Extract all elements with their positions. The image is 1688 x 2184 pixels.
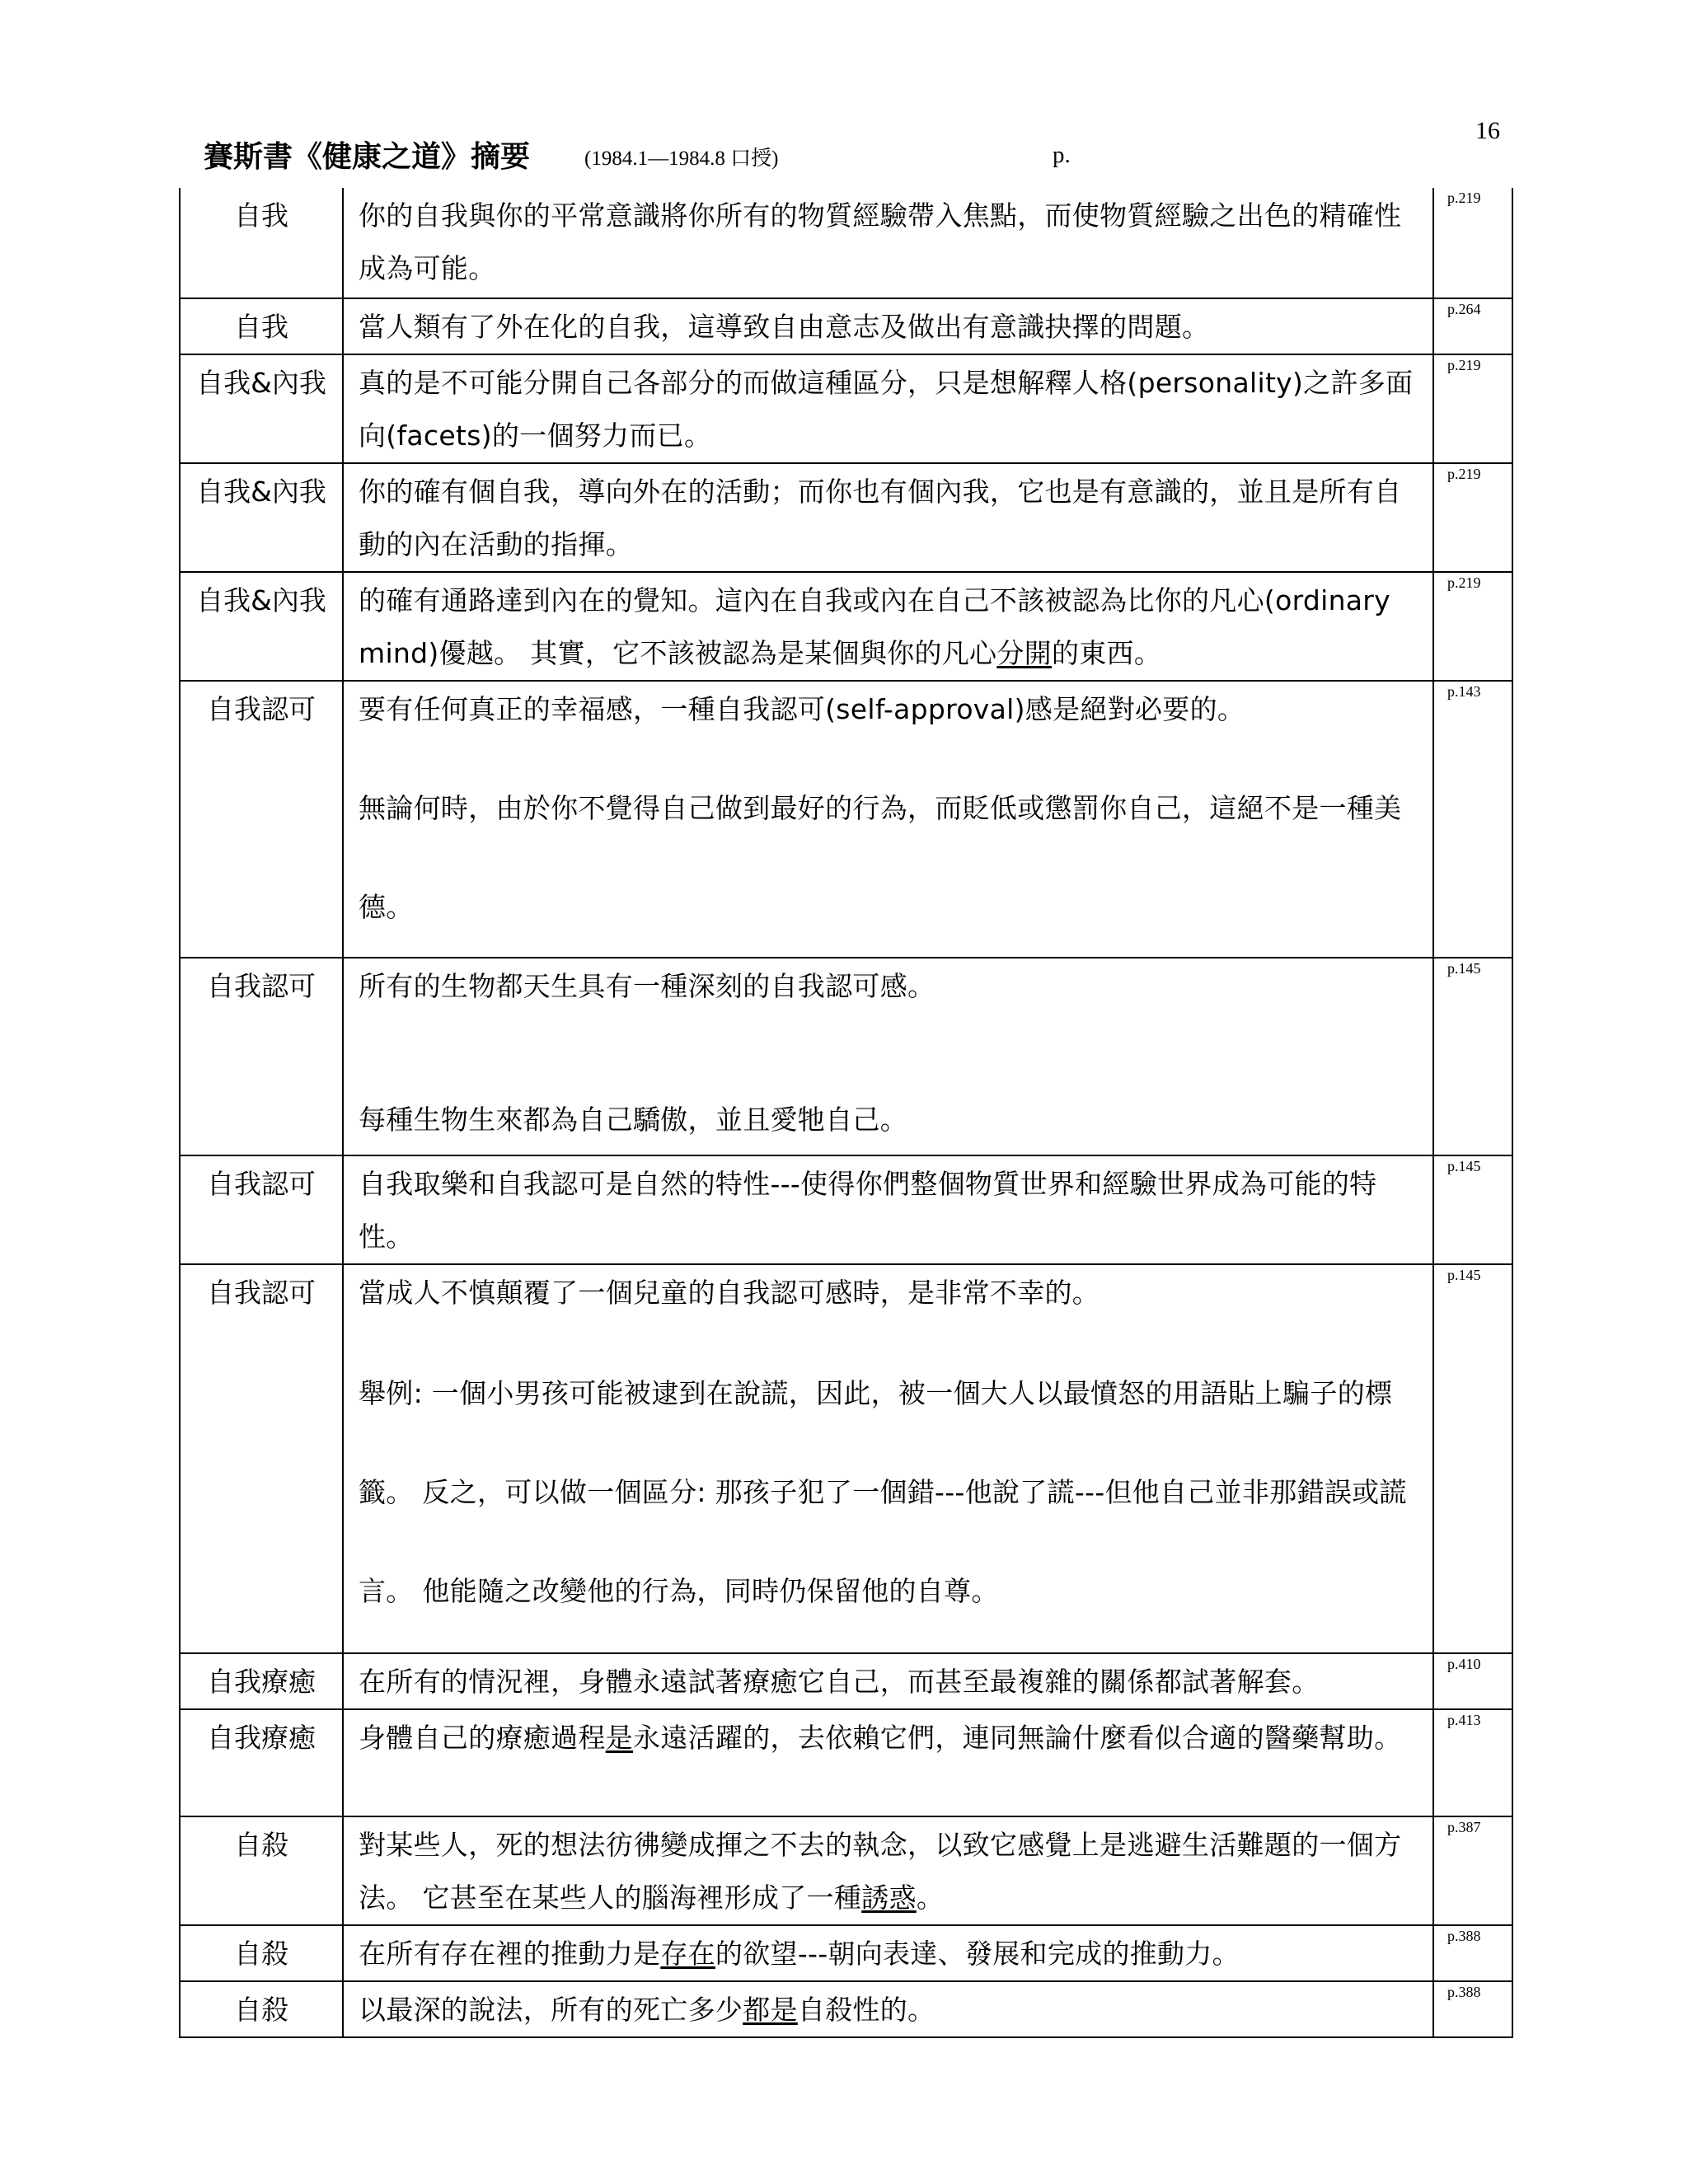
page-ref: p.143 xyxy=(1447,683,1481,700)
entry-text: 當成人不慎顛覆了一個兒童的自我認可感時，是非常不幸的。 xyxy=(359,1277,1100,1309)
entry-text: 無論何時，由於你不覺得自己做到最好的行為，而貶低或懲罰你自己，這絕不是一種美德。 xyxy=(359,792,1402,923)
text-cell xyxy=(343,463,1433,572)
text-cell xyxy=(343,1816,1433,1925)
entry-text-segment: 在所有存在裡的推動力是 xyxy=(359,1938,661,1970)
text-cell xyxy=(343,572,1433,681)
entry-text: 你的自我與你的平常意識將你所有的物質經驗帶入焦點，而使物質經驗之出色的精確性成為可能。 xyxy=(359,199,1402,284)
table-row xyxy=(180,1264,1512,1653)
dictation-date-range: (1984.1—1984.8 口授) xyxy=(584,148,779,170)
topic-label: 自我&內我 xyxy=(196,367,326,399)
page-ref: p.219 xyxy=(1447,466,1481,482)
page-ref-cell xyxy=(1433,1816,1512,1925)
topic-cell xyxy=(180,463,343,572)
topic-label: 自我認可 xyxy=(207,1168,316,1200)
topic-cell xyxy=(180,1155,343,1264)
table-row xyxy=(180,681,1512,958)
text-cell xyxy=(343,1709,1433,1816)
entry-text: 舉例: 一個小男孩可能被逮到在說謊，因此，被一個大人以最憤怒的用語貼上騙子的標籤。 反之，可以做一個區分: 那孩子犯了一個錯---他說了謊---但他自己並非那錯誤或謊言。 他能隨之改變他的行為，同時仍保留他的自尊。 xyxy=(359,1377,1407,1607)
page-ref: p.145 xyxy=(1447,1158,1481,1174)
table-row xyxy=(180,958,1512,1155)
table-row xyxy=(180,298,1512,354)
topic-label: 自我認可 xyxy=(207,1277,316,1309)
topic-cell xyxy=(180,958,343,1155)
page-ref-cell xyxy=(1433,681,1512,958)
page-ref: p.219 xyxy=(1447,574,1481,591)
text-cell xyxy=(343,958,1433,1155)
table-row xyxy=(180,188,1512,298)
topic-label: 自我療癒 xyxy=(207,1666,316,1698)
text-cell xyxy=(343,188,1433,298)
topic-cell xyxy=(180,1653,343,1709)
page-ref-cell xyxy=(1433,1981,1512,2037)
text-cell xyxy=(343,681,1433,958)
entry-text: 真的是不可能分開自己各部分的而做這種區分，只是想解釋人格(personality)之許多面向(facets)的一個努力而已。 xyxy=(359,367,1414,452)
page-ref-cell xyxy=(1433,1653,1512,1709)
entry-text-segment: 的東西。 xyxy=(1051,637,1162,669)
entry-text: 在所有的情況裡，身體永遠試著療癒它自己，而甚至最複雜的關係都試著解套。 xyxy=(359,1666,1320,1698)
topic-label: 自我療癒 xyxy=(207,1722,316,1754)
underlined-term: 分開 xyxy=(996,637,1052,669)
entry-text xyxy=(344,1926,1432,1980)
page-ref: p.388 xyxy=(1447,1928,1481,1944)
underlined-term: 是 xyxy=(605,1722,634,1754)
topic-cell xyxy=(180,572,343,681)
entry-text-segment: 。 xyxy=(916,1882,945,1914)
topic-cell xyxy=(180,1816,343,1925)
topic-cell xyxy=(180,1264,343,1653)
text-cell xyxy=(343,1653,1433,1709)
page-ref-cell xyxy=(1433,298,1512,354)
entry-text: 要有任何真正的幸福感，一種自我認可(self-approval)感是絕對必要的。 xyxy=(359,693,1245,725)
topic-cell xyxy=(180,354,343,463)
page-ref: p.219 xyxy=(1447,357,1481,373)
text-cell xyxy=(343,1264,1433,1653)
topic-cell xyxy=(180,1981,343,2037)
topic-label: 自殺 xyxy=(234,1938,288,1970)
text-cell xyxy=(343,1981,1433,2037)
topic-cell xyxy=(180,188,343,298)
entry-text-segment: 身體自己的療癒過程 xyxy=(359,1722,606,1754)
entry-text-segment: 永遠活躍的，去依賴它們，連同無論什麼看似合適的醫藥幫助。 xyxy=(633,1722,1402,1754)
table-row xyxy=(180,1709,1512,1816)
table-row xyxy=(180,572,1512,681)
table-row xyxy=(180,1155,1512,1264)
entry-text: 你的確有個自我，導向外在的活動；而你也有個內我，它也是有意識的，並且是所有自動的內在活動的指揮。 xyxy=(359,476,1402,560)
document-title: 賽斯書《健康之道》摘要 xyxy=(204,140,531,174)
topic-cell xyxy=(180,1709,343,1816)
text-cell xyxy=(343,298,1433,354)
page-ref-cell xyxy=(1433,188,1512,298)
topic-label: 自我&內我 xyxy=(196,584,326,616)
page-number: 16 xyxy=(1475,117,1500,144)
document-header xyxy=(204,134,1522,175)
page-ref-cell xyxy=(1433,958,1512,1155)
page-ref: p.413 xyxy=(1447,1712,1481,1728)
topic-cell xyxy=(180,298,343,354)
topic-label: 自殺 xyxy=(234,1994,288,2026)
entry-text xyxy=(344,573,1432,680)
entry-text: 當人類有了外在化的自我，這導致自由意志及做出有意識抉擇的問題。 xyxy=(359,311,1210,343)
underlined-term: 存在 xyxy=(660,1938,715,1970)
entry-text xyxy=(344,1817,1432,1924)
page-ref-cell xyxy=(1433,1155,1512,1264)
page-ref-cell xyxy=(1433,354,1512,463)
entry-text: 所有的生物都天生具有一種深刻的自我認可感。 xyxy=(359,970,935,1002)
page-ref: p.388 xyxy=(1447,1984,1481,2000)
topic-label: 自我認可 xyxy=(207,970,316,1002)
page-ref: p.387 xyxy=(1447,1819,1481,1835)
page-label: p. xyxy=(1053,142,1071,168)
table-row xyxy=(180,1925,1512,1981)
text-cell xyxy=(343,1155,1433,1264)
page-ref-cell xyxy=(1433,463,1512,572)
page-ref-cell xyxy=(1433,1709,1512,1816)
text-cell xyxy=(343,354,1433,463)
page-ref: p.264 xyxy=(1447,301,1481,317)
page-ref: p.410 xyxy=(1447,1656,1481,1672)
entry-text xyxy=(344,1982,1432,2036)
topic-cell xyxy=(180,681,343,958)
entry-text: 每種生物生來都為自己驕傲，並且愛牠自己。 xyxy=(359,1104,907,1136)
underlined-term: 都是 xyxy=(743,1994,798,2026)
underlined-term: 誘惑 xyxy=(861,1882,917,1914)
entry-text: 自我取樂和自我認可是自然的特性---使得你們整個物質世界和經驗世界成為可能的特性。 xyxy=(359,1168,1377,1253)
topic-cell xyxy=(180,1925,343,1981)
text-cell xyxy=(343,1925,1433,1981)
topic-label: 自我認可 xyxy=(207,693,316,725)
table-row xyxy=(180,1816,1512,1925)
page-ref: p.145 xyxy=(1447,960,1481,977)
table-row xyxy=(180,463,1512,572)
entry-text xyxy=(344,1710,1432,1765)
page-ref: p.145 xyxy=(1447,1267,1481,1283)
topic-label: 自我 xyxy=(234,199,288,232)
topic-label: 自殺 xyxy=(234,1829,288,1861)
table-row xyxy=(180,354,1512,463)
table-row xyxy=(180,1653,1512,1709)
entry-text-segment: 自殺性的。 xyxy=(797,1994,935,2026)
topic-label: 自我&內我 xyxy=(196,476,326,508)
entry-text-segment: 以最深的說法，所有的死亡多少 xyxy=(359,1994,743,2026)
page-ref-cell xyxy=(1433,1264,1512,1653)
topic-label: 自我 xyxy=(234,311,288,343)
page-ref-cell xyxy=(1433,572,1512,681)
entry-text-segment: 的確有通路達到內在的覺知。這內在自我或內在自己不該被認為比你的凡心(ordinary mind)優越。 其實，它不該被認為是某個與你的凡心 xyxy=(359,584,1391,669)
page-ref-cell xyxy=(1433,1925,1512,1981)
entry-text-segment: 的欲望---朝向表達、發展和完成的推動力。 xyxy=(715,1938,1240,1970)
summary-table xyxy=(179,188,1513,2038)
table-row xyxy=(180,1981,1512,2037)
page-ref: p.219 xyxy=(1447,190,1481,206)
entry-text-segment: 對某些人，死的想法彷彿變成揮之不去的執念，以致它感覺上是逃避生活難題的一個方法。 它甚至在某些人的腦海裡形成了一種 xyxy=(359,1829,1402,1914)
